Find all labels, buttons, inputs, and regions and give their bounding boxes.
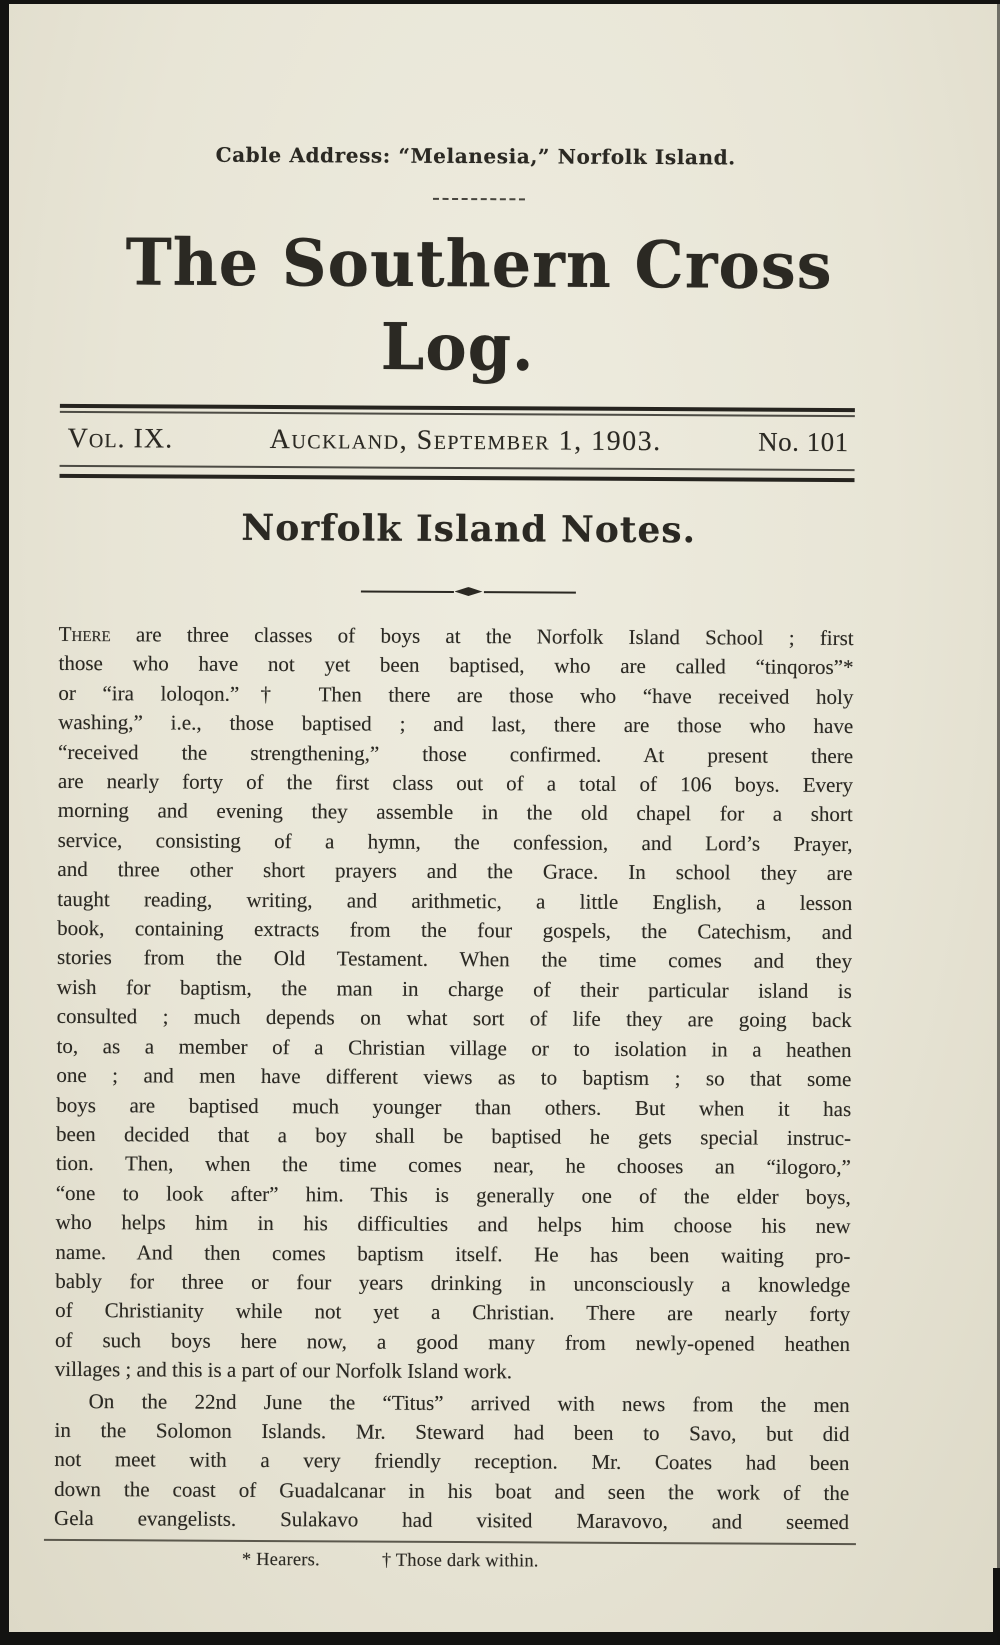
text-line: taught reading, writing, and arithmetic, a little English, a lesson (57, 886, 853, 915)
cable-address: Cable Address: “Melanesia,” Norfolk Island. (215, 142, 736, 170)
scan-edge-bottom (0, 1632, 1000, 1645)
paragraph-2 (54, 1386, 850, 1537)
footnote-rule (44, 1538, 856, 1544)
scan-edge-right-corner (993, 1568, 1000, 1632)
page-paper (9, 4, 1000, 1632)
text-line: boys are baptised much younger than others. But when it has (56, 1092, 852, 1121)
text-line: of such boys here now, a good many from newly-opened heathen (54, 1327, 851, 1356)
text-line: Gela evangelists. Sulakavo had visited Maravovo, and seemed (54, 1506, 850, 1535)
footnote-hearers: * Hearers. (241, 1549, 320, 1570)
text-line: are nearly forty of the first class out of a total of 106 boys. Every (57, 768, 853, 798)
text-line: in the Solomon Islands. Mr. Steward had been to Savo, but did (54, 1417, 850, 1447)
divider-line (361, 590, 454, 592)
text-line: stories from the Old Testament. When the time comes and they (56, 945, 853, 974)
text-line-rest: are three classes of boys at the Norfolk Island School ; first (110, 622, 854, 651)
diamond-icon (454, 587, 482, 596)
issue-number: No. 101 (758, 426, 849, 458)
masthead-dateline-row (60, 413, 855, 469)
page-column (54, 2, 857, 1574)
text-line: of Christianity while not yet a Christian. There are nearly forty (55, 1298, 851, 1327)
text-line: wish for baptism, the man in charge of their particular island is (56, 974, 852, 1003)
text-line: those who have not yet been baptised, who are called “tinqoros”* (58, 651, 854, 680)
text-line: one ; and men have different views as to baptism ; so that some (56, 1062, 852, 1092)
text-line: consulted ; much depends on what sort of life they are going back (56, 1004, 852, 1033)
text-line: service, consisting of a hymn, the confession, and Lord’s Prayer, (57, 827, 853, 856)
text-line: book, containing extracts from the four gospels, the Catechism, and (57, 915, 853, 945)
footnote-dark-within: † Those dark within. (381, 1550, 539, 1572)
article-body (54, 620, 854, 1538)
text-line: villages ; and this is a part of our Norfolk Island work. (54, 1357, 513, 1384)
scotch-rule-bottom (60, 465, 855, 482)
text-line: down the coast of Guadalcanar in his boat and seen the work of the (54, 1476, 850, 1505)
text-line: “one to look after” him. This is generally one of the elder boys, (55, 1180, 851, 1209)
text-line: tion. Then, when the time comes near, he chooses an “ilogoro,” (55, 1151, 851, 1180)
footnotes-row (54, 1548, 849, 1573)
dateline: Auckland, September 1, 1903. (269, 424, 662, 458)
masthead-title: The Southern Cross Log. (125, 224, 833, 386)
lead-word-smallcaps: There (58, 621, 111, 647)
divider-line (483, 591, 576, 593)
text-line: name. And then comes baptism itself. He has been waiting pro- (55, 1239, 851, 1268)
article-title: Norfolk Island Notes. (241, 506, 697, 552)
text-line (59, 620, 854, 654)
text-line: morning and evening they assemble in the old chapel for a short (57, 798, 853, 827)
scan-edge-top (0, 0, 1000, 4)
text-line: and three other short prayers and the Grace. In school they are (57, 857, 853, 886)
text-line: been decided that a boy shall be baptised he gets special instruc- (56, 1121, 852, 1150)
text-line: or “ira loloqon.”† Then there are those who “have received holy (58, 680, 854, 709)
text-line: not meet with a very friendly reception. Mr. Coates had been (54, 1447, 850, 1476)
text-line: to, as a member of a Christian village or to isolation in a heathen (56, 1033, 852, 1062)
text-line: “received the strengthening,” those confirmed. At present there (58, 739, 854, 768)
text-line: bably for three or four years drinking in unconsciously a knowledge (55, 1268, 851, 1298)
dashed-rule (432, 198, 524, 200)
ornament-divider (361, 586, 576, 596)
text-line: washing,” i.e., those baptised ; and last, there are those who have (58, 710, 854, 739)
rule-thick (60, 474, 855, 482)
text-line: On the 22nd June the “Titus” arrived with news from the men (88, 1388, 850, 1417)
text-line: who helps him in his difficulties and helps him choose his new (55, 1210, 851, 1239)
scan-edge-left (0, 0, 9, 1645)
volume-label: Vol. IX. (67, 422, 174, 455)
